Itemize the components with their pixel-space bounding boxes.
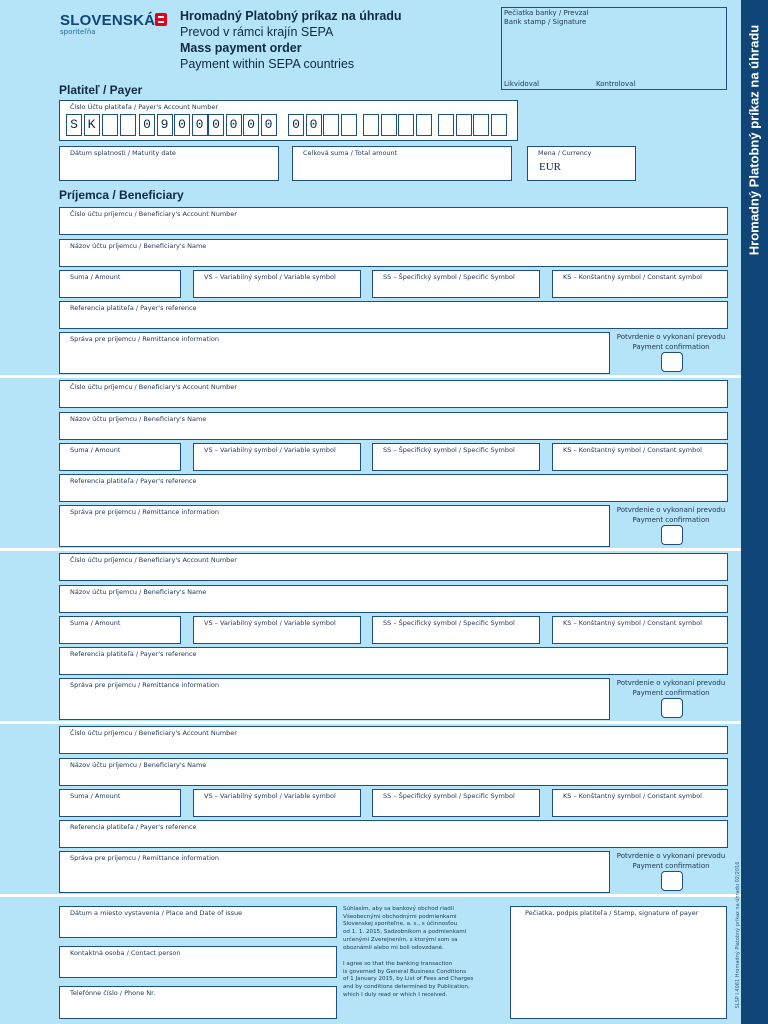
iban-char-cell[interactable] bbox=[323, 114, 339, 136]
constant-symbol-field[interactable] bbox=[552, 789, 728, 817]
specific-symbol-field[interactable] bbox=[372, 443, 540, 471]
iban-char-cell[interactable]: 0 bbox=[226, 114, 242, 136]
iban-char-cell[interactable]: 0 bbox=[192, 114, 208, 136]
variable-symbol-field[interactable] bbox=[193, 789, 361, 817]
payer-section-title: Platiteľ / Payer bbox=[59, 83, 143, 97]
variable-symbol-label: VS – Variabilný symbol / Variable symbol bbox=[204, 446, 336, 454]
payment-confirmation-label-en: Payment confirmation bbox=[632, 689, 710, 697]
beneficiary-name-field[interactable] bbox=[59, 585, 728, 613]
specific-symbol-label: SS – Špecifický symbol / Specific Symbol bbox=[383, 619, 515, 627]
payment-confirmation-checkbox[interactable] bbox=[661, 698, 683, 718]
beneficiary-account-field[interactable] bbox=[59, 553, 728, 581]
iban-char-cell[interactable] bbox=[120, 114, 136, 136]
variable-symbol-label: VS – Variabilný symbol / Variable symbol bbox=[204, 273, 336, 281]
amount-field[interactable] bbox=[59, 443, 181, 471]
iban-char-cell[interactable]: 0 bbox=[306, 114, 322, 136]
payer-account-label: Číslo Účtu platiteľa / Payer's Account Number bbox=[70, 103, 218, 111]
amount-field[interactable] bbox=[59, 270, 181, 298]
iban-char-cell[interactable] bbox=[473, 114, 489, 136]
iban-char-cell[interactable]: 0 bbox=[174, 114, 190, 136]
remittance-info-label: Správa pre prijemcu / Remittance information bbox=[70, 508, 219, 516]
consent-text-en: I agree so that the banking transaction is governed by General Business Conditions of 1 January 2015, by List of Fees and Charges and by conditions determined by Publication, which I duly read or which I received. bbox=[343, 961, 474, 998]
variable-symbol-field[interactable] bbox=[193, 270, 361, 298]
iban-char-cell[interactable] bbox=[381, 114, 397, 136]
payment-confirmation-label-sk: Potvrdenie o vykonaní prevodu bbox=[616, 506, 726, 514]
bank-stamp-label-en: Bank stamp / Signature bbox=[504, 18, 587, 26]
iban-char-cell[interactable]: 0 bbox=[288, 114, 304, 136]
amount-field[interactable] bbox=[59, 789, 181, 817]
consent-text-sk: Súhlasím, aby sa bankový obchod riadil Všeobecnými obchodnými podmienkami Slovenskej sporiteľne, a. s., s účinnosťou od 1. 1. 2015, Sadzobníkom a podmienkami určenými Zverejnením, s ktorými som sa oboznámil alebo mi boli odovzdané. bbox=[343, 906, 467, 951]
beneficiary-name-field[interactable] bbox=[59, 412, 728, 440]
payment-confirmation-label-en: Payment confirmation bbox=[632, 862, 710, 870]
currency-label: Mena / Currency bbox=[538, 149, 592, 157]
form-subtitle-sk: Prevod v rámci krajín SEPA bbox=[180, 25, 334, 39]
beneficiary-account-label: Číslo účtu príjemcu / Beneficiary's Account Number bbox=[70, 729, 237, 737]
form-title-sk: Hromadný Platobný príkaz na úhradu bbox=[180, 9, 402, 23]
amount-label: Suma / Amount bbox=[70, 273, 121, 281]
variable-symbol-field[interactable] bbox=[193, 616, 361, 644]
specific-symbol-field[interactable] bbox=[372, 270, 540, 298]
payer-reference-field[interactable] bbox=[59, 647, 728, 675]
specific-symbol-field[interactable] bbox=[372, 616, 540, 644]
variable-symbol-label: VS – Variabilný symbol / Variable symbol bbox=[204, 619, 336, 627]
payer-reference-field[interactable] bbox=[59, 474, 728, 502]
payer-reference-label: Referencia platiteľa / Payer's reference bbox=[70, 477, 197, 485]
variable-symbol-field[interactable] bbox=[193, 443, 361, 471]
bank-logo-name: SLOVENSKÁ bbox=[60, 12, 156, 29]
payment-confirmation-label-en: Payment confirmation bbox=[632, 516, 710, 524]
payer-signature-field[interactable] bbox=[510, 906, 727, 1019]
amount-label: Suma / Amount bbox=[70, 792, 121, 800]
iban-char-cell[interactable] bbox=[102, 114, 118, 136]
iban-char-cell[interactable] bbox=[363, 114, 379, 136]
payment-confirmation-label-sk: Potvrdenie o vykonaní prevodu bbox=[616, 852, 726, 860]
payment-confirmation-label-sk: Potvrdenie o vykonaní prevodu bbox=[616, 333, 726, 341]
payer-reference-label: Referencia platiteľa / Payer's reference bbox=[70, 650, 197, 658]
bank-stamp-label: Pečiatka banky / Prevzal bbox=[504, 9, 589, 17]
specific-symbol-label: SS – Špecifický symbol / Specific Symbol bbox=[383, 446, 515, 454]
payment-confirmation-label-en: Payment confirmation bbox=[632, 343, 710, 351]
beneficiary-account-field[interactable] bbox=[59, 207, 728, 235]
beneficiary-account-label: Číslo účtu príjemcu / Beneficiary's Account Number bbox=[70, 383, 237, 391]
beneficiary-name-label: Názov účtu príjemcu / Beneficiary's Name bbox=[70, 415, 207, 423]
remittance-info-label: Správa pre prijemcu / Remittance information bbox=[70, 335, 219, 343]
constant-symbol-field[interactable] bbox=[552, 443, 728, 471]
form-subtitle-en: Payment within SEPA countries bbox=[180, 57, 355, 71]
amount-label: Suma / Amount bbox=[70, 619, 121, 627]
total-amount-label: Celková suma / Total amount bbox=[303, 149, 398, 157]
iban-char-cell[interactable]: 0 bbox=[139, 114, 155, 136]
constant-symbol-label: KS – Konštantný symbol / Constant symbol bbox=[563, 792, 702, 800]
constant-symbol-label: KS – Konštantný symbol / Constant symbol bbox=[563, 273, 702, 281]
currency-value: EUR bbox=[539, 161, 561, 173]
constant-symbol-label: KS – Konštantný symbol / Constant symbol bbox=[563, 619, 702, 627]
iban-char-cell[interactable] bbox=[491, 114, 507, 136]
payment-confirmation-checkbox[interactable] bbox=[661, 525, 683, 545]
remittance-info-field[interactable] bbox=[59, 851, 610, 893]
form-code: SLSP I 4061 Hromadný Platobný príkaz na úhradu 02/2016 bbox=[735, 861, 741, 1009]
iban-char-cell[interactable]: 0 bbox=[243, 114, 259, 136]
iban-char-cell[interactable] bbox=[398, 114, 414, 136]
checked-by-label: Kontroloval bbox=[596, 80, 636, 88]
phone-number-field[interactable] bbox=[59, 986, 337, 1019]
date-place-label: Dátum a miesto vystavenia / Place and Date of issue bbox=[70, 909, 243, 917]
iban-char-cell[interactable]: 0 bbox=[208, 114, 224, 136]
beneficiary-account-label: Číslo účtu príjemcu / Beneficiary's Account Number bbox=[70, 210, 237, 218]
specific-symbol-field[interactable] bbox=[372, 789, 540, 817]
payer-reference-label: Referencia platiteľa / Payer's reference bbox=[70, 304, 197, 312]
beneficiary-name-field[interactable] bbox=[59, 758, 728, 786]
amount-label: Suma / Amount bbox=[70, 446, 121, 454]
iban-char-cell[interactable] bbox=[341, 114, 357, 136]
payer-reference-field[interactable] bbox=[59, 301, 728, 329]
payer-signature-label: Pečiatka, podpis platiteľa / Stamp, signature of payer bbox=[525, 909, 699, 917]
block-separator bbox=[0, 894, 741, 897]
form-title-en: Mass payment order bbox=[180, 41, 302, 55]
iban-char-cell[interactable]: 0 bbox=[261, 114, 277, 136]
maturity-date-label: Dátum splatnosti / Maturity date bbox=[70, 149, 176, 157]
beneficiary-name-label: Názov účtu príjemcu / Beneficiary's Name bbox=[70, 761, 207, 769]
date-place-field[interactable] bbox=[59, 906, 337, 938]
processed-by-label: Likvidoval bbox=[504, 80, 540, 88]
iban-char-cell[interactable] bbox=[438, 114, 454, 136]
beneficiary-name-label: Názov účtu príjemcu / Beneficiary's Name bbox=[70, 588, 207, 596]
iban-char-cell[interactable] bbox=[416, 114, 432, 136]
block-separator bbox=[0, 721, 741, 724]
beneficiary-account-field[interactable] bbox=[59, 726, 728, 754]
beneficiary-account-label: Číslo účtu príjemcu / Beneficiary's Account Number bbox=[70, 556, 237, 564]
bank-logo-icon bbox=[155, 13, 167, 26]
beneficiary-section-title: Príjemca / Beneficiary bbox=[59, 188, 184, 202]
iban-char-cell[interactable]: K bbox=[84, 114, 100, 136]
side-band-title: Hromadný Platobný príkaz na úhradu bbox=[746, 24, 762, 256]
phone-number-label: Telefónne číslo / Phone Nr. bbox=[70, 989, 156, 997]
currency-field[interactable] bbox=[527, 146, 636, 181]
constant-symbol-field[interactable] bbox=[552, 270, 728, 298]
constant-symbol-label: KS – Konštantný symbol / Constant symbol bbox=[563, 446, 702, 454]
payment-confirmation-checkbox[interactable] bbox=[661, 871, 683, 891]
bank-logo-sub: sporiteľňa bbox=[60, 28, 96, 36]
beneficiary-name-label: Názov účtu príjemcu / Beneficiary's Name bbox=[70, 242, 207, 250]
specific-symbol-label: SS – Špecifický symbol / Specific Symbol bbox=[383, 792, 515, 800]
maturity-date-field[interactable] bbox=[59, 146, 279, 181]
block-separator bbox=[0, 548, 741, 551]
iban-char-cell[interactable]: 9 bbox=[157, 114, 173, 136]
contact-person-field[interactable] bbox=[59, 946, 337, 978]
payment-confirmation-label-sk: Potvrdenie o vykonaní prevodu bbox=[616, 679, 726, 687]
iban-char-cell[interactable]: S bbox=[66, 114, 82, 136]
payer-reference-label: Referencia platiteľa / Payer's reference bbox=[70, 823, 197, 831]
payment-confirmation-checkbox[interactable] bbox=[661, 352, 683, 372]
variable-symbol-label: VS – Variabilný symbol / Variable symbol bbox=[204, 792, 336, 800]
beneficiary-account-field[interactable] bbox=[59, 380, 728, 408]
beneficiary-name-field[interactable] bbox=[59, 239, 728, 267]
contact-person-label: Kontaktná osoba / Contact person bbox=[70, 949, 181, 957]
constant-symbol-field[interactable] bbox=[552, 616, 728, 644]
remittance-info-field[interactable] bbox=[59, 505, 610, 547]
amount-field[interactable] bbox=[59, 616, 181, 644]
remittance-info-label: Správa pre prijemcu / Remittance information bbox=[70, 854, 219, 862]
total-amount-field[interactable] bbox=[292, 146, 512, 181]
block-separator bbox=[0, 375, 741, 378]
remittance-info-field[interactable] bbox=[59, 332, 610, 374]
remittance-info-label: Správa pre prijemcu / Remittance information bbox=[70, 681, 219, 689]
remittance-info-field[interactable] bbox=[59, 678, 610, 720]
specific-symbol-label: SS – Špecifický symbol / Specific Symbol bbox=[383, 273, 515, 281]
payer-reference-field[interactable] bbox=[59, 820, 728, 848]
iban-char-cell[interactable] bbox=[456, 114, 472, 136]
